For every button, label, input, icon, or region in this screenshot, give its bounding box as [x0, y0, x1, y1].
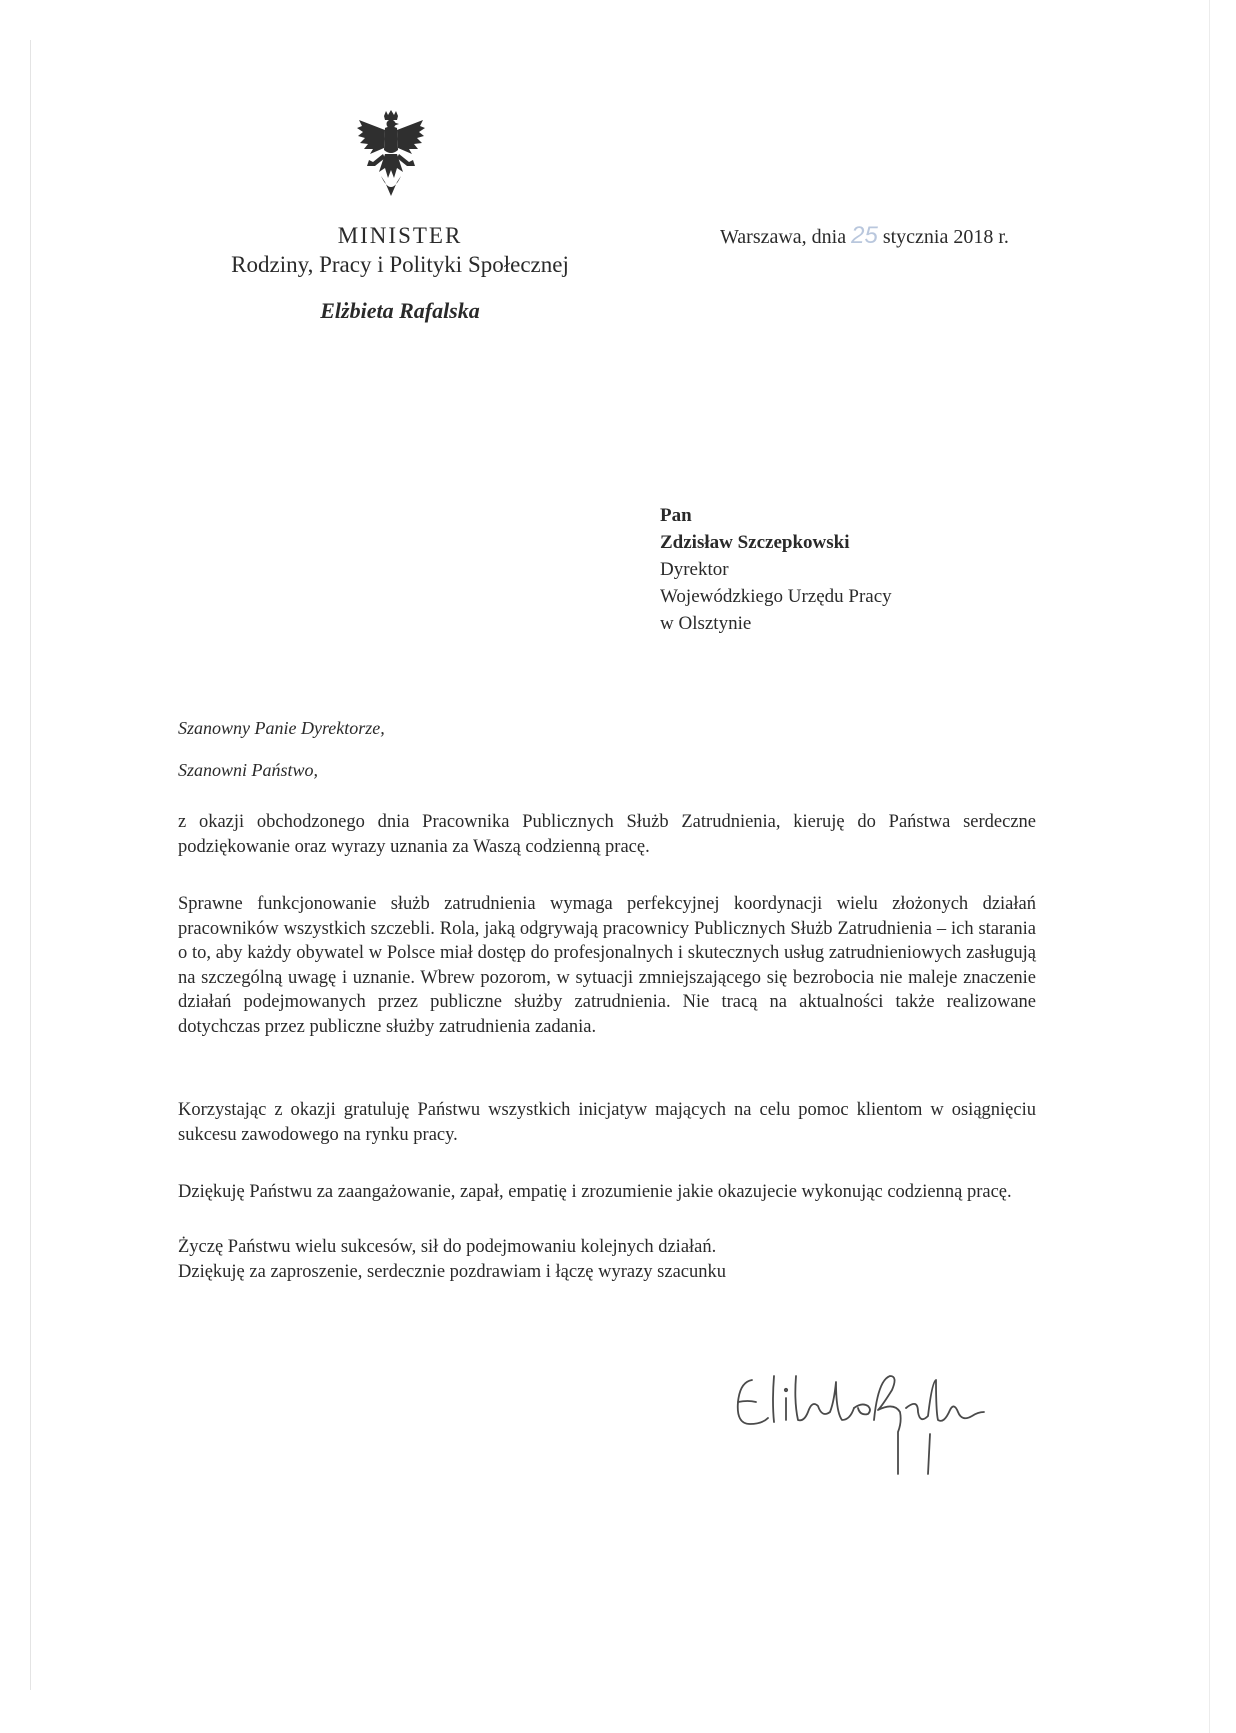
date-prefix: Warszawa, dnia [720, 226, 847, 248]
recipient-title: Pan [660, 505, 692, 526]
paragraph-thanks: Dziękuję Państwu za zaangażowanie, zapał, empatię i zrozumienie jakie okazujecie wykonując codzienną pracę. [178, 1182, 1012, 1202]
sender-header [150, 222, 650, 324]
paragraph-intro: z okazji obchodzonego dnia Pracownika Publicznych Służb Zatrudnienia, kieruję do Państwa serdeczne podziękowanie oraz wyrazy uznania za Waszą codzienną pracę. [178, 812, 1036, 857]
scan-edge-right [1209, 0, 1210, 1733]
sender-title: MINISTER [337, 223, 463, 248]
paragraph-congratulations: Korzystając z okazji gratuluję Państwu wszystkich inicjatyw mających na celu pomoc klientom w osiągnięciu sukcesu zawodowego na rynku pracy. [178, 1100, 1036, 1145]
recipient-position: Dyrektor [660, 559, 729, 580]
recipient-office: Wojewódzkiego Urzędu Pracy [660, 586, 892, 607]
letter-date [720, 222, 1009, 250]
salutation-director: Szanowny Panie Dyrektorze, [178, 718, 385, 738]
recipient-name: Zdzisław Szczepkowski [660, 532, 850, 553]
polish-eagle-emblem-icon [355, 110, 427, 200]
paragraph-wishes: Życzę Państwu wielu sukcesów, sił do podejmowaniu kolejnych działań. [178, 1237, 717, 1257]
sender-ministry: Rodziny, Pracy i Polityki Społecznej [231, 252, 569, 277]
handwritten-signature [722, 1362, 1002, 1482]
sender-name: Elżbieta Rafalska [320, 298, 480, 323]
scan-edge-left [30, 40, 31, 1690]
date-suffix: stycznia 2018 r. [882, 226, 1009, 248]
date-day: 25 [851, 222, 878, 249]
paragraph-closing: Dziękuję za zaproszenie, serdecznie pozdrawiam i łączę wyrazy szacunku [178, 1262, 727, 1282]
paragraph-role: Sprawne funkcjonowanie służb zatrudnienia wymaga perfekcyjnej koordynacji wielu złożonych działań pracowników wszystkich szczebli. Rola, jaką odgrywają pracownicy Publicznych Służb Zatrudnienia – ich starania o to, aby każdy obywatel w Polsce miał dostęp do profesjonalnych i skutecznych usług zatrudnieniowych zasługują na szczególną uwagę i uznanie. Wbrew pozorom, w sytuacji zmniejszającego się bezrobocia nie maleje znaczenie działań podejmowanych przez publiczne służby zatrudnienia. Nie tracą na aktualności także realizowane dotychczas przez publiczne służby zatrudnienia zadania. [178, 894, 1036, 1037]
recipient-block [660, 502, 892, 637]
recipient-city: w Olsztynie [660, 613, 752, 634]
salutation-all: Szanowni Państwo, [178, 760, 319, 780]
